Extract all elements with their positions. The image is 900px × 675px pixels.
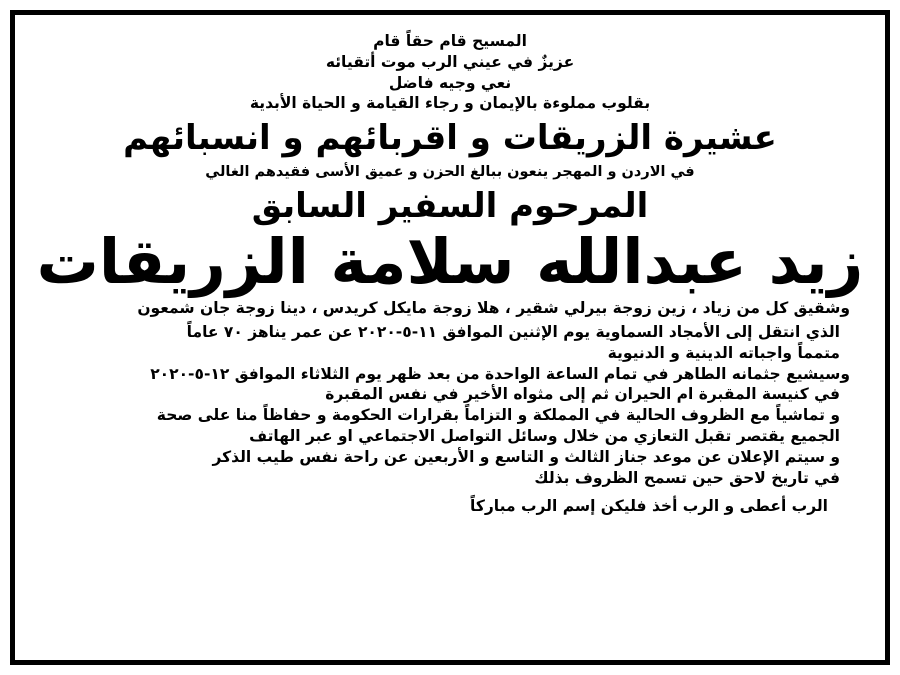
condolence-line-1: و تماشياً مع الظروف الحالية في المملكة و التزاماً بقرارات الحكومة و حفاظاً منا على صحة [156, 406, 840, 425]
condolence-line-2: الجميع يقتصر تقبل التعازي من خلال وسائل التواصل الاجتماعي او عبر الهاتف [249, 427, 840, 446]
intro-line-1: نعي وجيه فاضل [388, 73, 512, 92]
intro-line-2: بقلوب مملوءة بالإيمان و رجاء القيامة و الحياة الأبدية [249, 94, 651, 113]
condolence-line-4: في تاريخ لاحق حين تسمح الظروف بذلك [534, 468, 840, 487]
notice-frame [10, 10, 890, 665]
siblings-line: وشقيق كل من زياد ، زين زوجة بيرلي شقير ، هلا زوجة مايكل كريدس ، دينا زوجة جان شمعون [137, 299, 850, 318]
funeral-line-2: في كنيسة المقبرة ام الحيران ثم إلى مثواه الأخير في نفس المقبرة [325, 385, 840, 404]
death-line-2: متمماً واجباته الدينية و الدنيوية [607, 343, 840, 362]
verse-line-1: المسيح قام حقاً قام [373, 32, 527, 50]
closing-verse: الرب أعطى و الرب أخذ فليكن إسم الرب مباركاً [470, 496, 828, 515]
deceased-name: زيد عبدالله سلامة الزريقات [36, 225, 864, 299]
verse-line-2: عزيزٌ في عيني الرب موت أتقيائه [325, 52, 575, 71]
family-heading: عشيرة الزريقات و اقربائهم و انسبائهم [123, 118, 777, 159]
death-line-1: الذي انتقل إلى الأمجاد السماوية يوم الإثنين الموافق ١١-٥-٢٠٢٠ عن عمر يناهز ٧٠ عاماً [186, 323, 840, 342]
condolence-line-3: و سيتم الإعلان عن موعد جناز الثالث و التاسع و الأربعين عن راحة نفس طيب الذكر [212, 447, 840, 466]
funeral-line-1: وسيشيع جثمانه الطاهر في تمام الساعة الواحدة من بعد ظهر يوم الثلاثاء الموافق ١٢-٥-٢٠٢٠ [150, 364, 850, 383]
obituary-notice [30, 29, 870, 650]
deceased-title: المرحوم السفير السابق [251, 186, 649, 227]
mourning-line: في الاردن و المهجر ينعون ببالغ الحزن و عميق الأسى فقيدهم الغالي [205, 164, 695, 181]
